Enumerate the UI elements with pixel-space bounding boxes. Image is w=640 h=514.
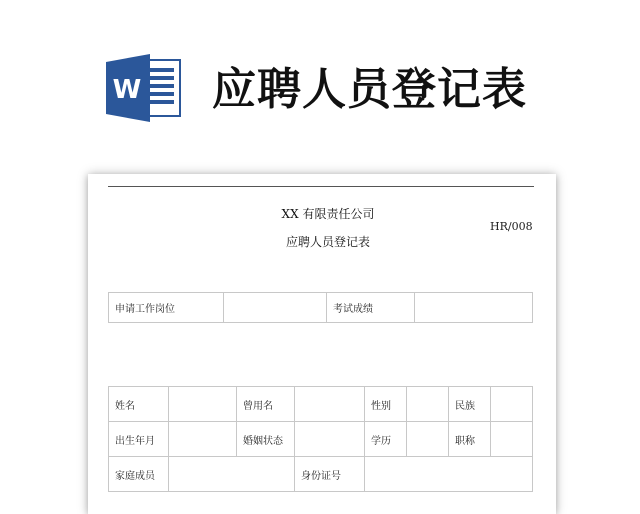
header-rule (108, 186, 534, 187)
form-code: HR/008 (490, 220, 533, 233)
personal-info-table (108, 386, 533, 492)
family-members-field[interactable] (169, 457, 295, 492)
document-page (88, 174, 556, 514)
job-title-label: 职称 (449, 422, 491, 457)
table-row (109, 293, 533, 323)
name-label: 姓名 (109, 387, 169, 422)
ethnicity-field[interactable] (491, 387, 533, 422)
birth-date-field[interactable] (169, 422, 237, 457)
marital-status-label: 婚姻状态 (237, 422, 295, 457)
gender-field[interactable] (407, 387, 449, 422)
gender-label: 性别 (365, 387, 407, 422)
banner-title: 应聘人员登记表 (212, 64, 527, 115)
form-title: 应聘人员登记表 (285, 235, 370, 249)
birth-date-label: 出生年月 (109, 422, 169, 457)
header-banner (0, 0, 640, 160)
id-number-field[interactable] (365, 457, 533, 492)
ethnicity-label: 民族 (449, 387, 491, 422)
word-logo-letter: W (112, 75, 142, 105)
position-field[interactable] (224, 293, 327, 323)
education-label: 学历 (365, 422, 407, 457)
former-name-field[interactable] (295, 387, 365, 422)
job-title-field[interactable] (491, 422, 533, 457)
microsoft-word-icon (104, 54, 184, 122)
position-label: 申请工作岗位 (109, 293, 224, 323)
position-table (108, 292, 533, 323)
marital-status-field[interactable] (295, 422, 365, 457)
table-row (109, 387, 533, 422)
exam-score-field[interactable] (415, 293, 533, 323)
name-field[interactable] (169, 387, 237, 422)
education-field[interactable] (407, 422, 449, 457)
table-row (109, 422, 533, 457)
company-name: XX 有限责任公司 (281, 207, 375, 221)
family-members-label: 家庭成员 (109, 457, 169, 492)
exam-score-label: 考试成绩 (327, 293, 415, 323)
former-name-label: 曾用名 (237, 387, 295, 422)
table-row (109, 457, 533, 492)
id-number-label: 身份证号 (295, 457, 365, 492)
